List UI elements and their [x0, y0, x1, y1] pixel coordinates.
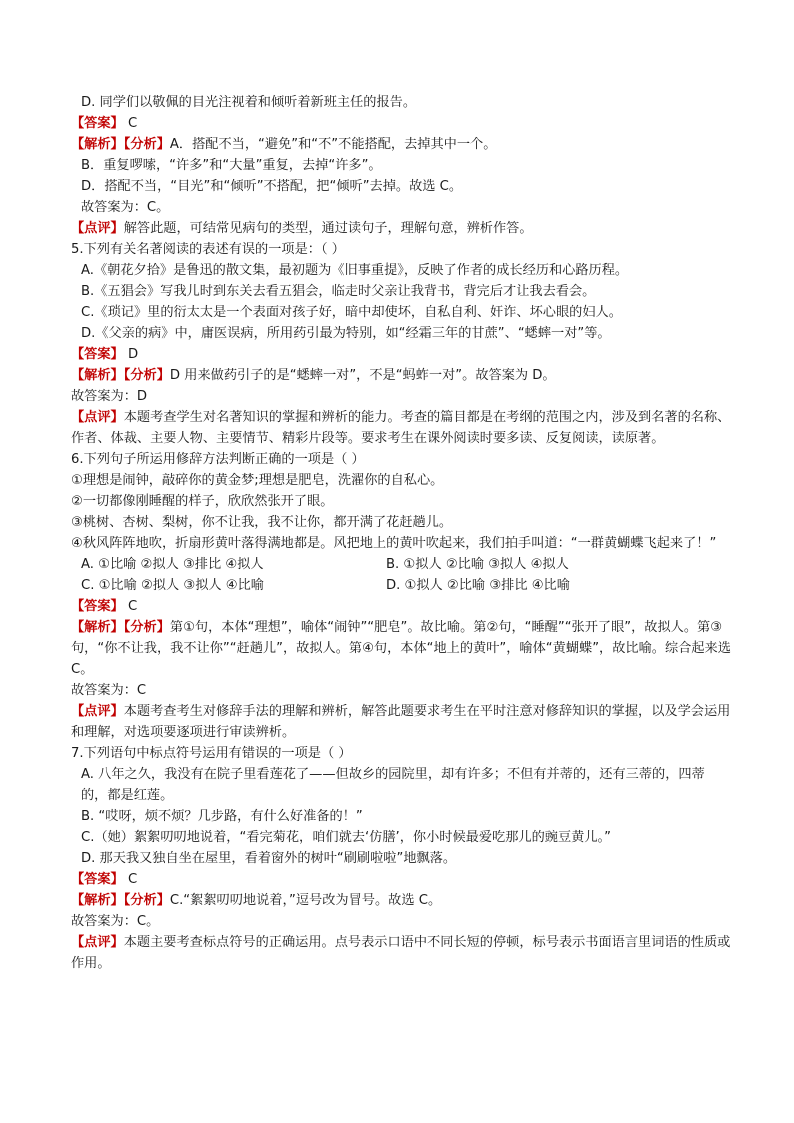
- q6-answer: C: [127, 599, 138, 614]
- q5-analysis-line: [71, 365, 731, 386]
- q4-analysis-a: A．搭配不当，“避免”和“不”不能搭配，去掉其中一个。: [169, 137, 497, 152]
- q6-sentence-1: ①理想是闹钟，敲碎你的黄金梦;理想是肥皂，洗濯你的自私心。: [71, 473, 444, 488]
- q6-options-row-2: [71, 575, 731, 596]
- q6-sentence-2: ②一切都像刚睡醒的样子，欣欣然张开了眼。: [71, 494, 334, 509]
- q4-comment-line: [71, 218, 731, 239]
- q5-answer-line: [71, 344, 731, 365]
- q6-options-row-1: [71, 554, 731, 575]
- q4-final: 故答案为：C。: [81, 200, 170, 215]
- q7-stem: 7.下列语句中标点符号运用有错误的一项是（ ）: [71, 746, 352, 761]
- q7-answer-line: [71, 869, 731, 890]
- q6-answer-line: [71, 596, 731, 617]
- comment-label: 【点评】: [71, 410, 124, 425]
- answer-label: 【答案】: [71, 116, 124, 131]
- q6-final: 故答案为：C: [71, 683, 147, 698]
- q7-option-b: B. “哎呀，烦不烦？几步路，有什么好准备的！”: [81, 809, 363, 824]
- q4-answer-line: [71, 113, 731, 134]
- analysis-label: 【解析】【分析】: [71, 893, 170, 908]
- q6-option-b: B. ①拟人 ②比喻 ③拟人 ④拟人: [386, 557, 569, 572]
- q6-option-a: A. ①比喻 ②拟人 ③排比 ④拟人: [81, 557, 264, 572]
- q6-sentence-3: ③桃树、杏树、梨树，你不让我，我不让你，都开满了花赶趟儿。: [71, 515, 453, 530]
- q5-answer: D: [127, 347, 139, 362]
- q6-stem: 6.下列句子所运用修辞方法判断正确的一项是（ ）: [71, 452, 365, 467]
- q6-sentence-4: ④秋风阵阵地吹，折扇形黄叶落得满地都是。风把地上的黄叶吹起来，我们拍手叫道：“一群黄蝴蝶飞起来了！”: [71, 536, 717, 551]
- q7-final: 故答案为：C。: [71, 914, 160, 929]
- comment-label: 【点评】: [71, 221, 124, 236]
- q7-answer: C: [127, 872, 138, 887]
- q7-analysis-line: [71, 890, 731, 911]
- q5-comment: 本题考查学生对名著知识的掌握和辨析的能力。考查的篇目都是在考纲的范围之内，涉及到名著的名称、作者、体裁、主要人物、主要情节、精彩片段等。要求考生在课外阅读时要多读、反复阅读，读原著。: [71, 410, 731, 446]
- q5-option-c: C.《琐记》里的衍太太是一个表面对孩子好，暗中却使坏，自私自利、奸诈、坏心眼的妇人。: [81, 305, 622, 320]
- q5-option-d: D.《父亲的病》中，庸医误病，所用药引最为特别，如“经霜三年的甘蔗”、“蟋蟀一对”等。: [81, 326, 611, 341]
- q7-option-d: D. 那天我又独自坐在屋里，看着窗外的树叶“刷刷啦啦”地飘落。: [81, 851, 457, 866]
- q6-analysis-line: [71, 617, 731, 680]
- q4-option-d: D. 同学们以敬佩的目光注视着和倾听着新班主任的报告。: [81, 95, 417, 110]
- q7-option-a: A. 八年之久，我没有在院子里看莲花了——但故乡的园院里，却有许多；不但有并蒂的，还有三蒂的，四蒂的，都是红莲。: [81, 767, 705, 803]
- analysis-label: 【解析】【分析】: [71, 368, 170, 383]
- q6-option-c: C. ①比喻 ②拟人 ③拟人 ④比喻: [81, 578, 264, 593]
- analysis-label: 【解析】【分析】: [71, 620, 170, 635]
- q6-comment-line: [71, 701, 731, 743]
- comment-label: 【点评】: [71, 935, 124, 950]
- q4-analysis-b: B．重复啰嗦，“许多”和“大量”重复，去掉“许多”。: [81, 158, 382, 173]
- document-page: [71, 92, 731, 974]
- q5-option-b: B.《五猖会》写我儿时到东关去看五猖会，临走时父亲让我背书，背完后才让我去看会。: [81, 284, 596, 299]
- answer-label: 【答案】: [71, 599, 124, 614]
- q7-analysis: C.“絮絮叨叨地说着，”逗号改为冒号。故选 C。: [169, 893, 442, 908]
- q5-stem: 5.下列有关名著阅读的表述有误的一项是：（ ）: [71, 242, 345, 257]
- q4-answer: C: [127, 116, 138, 131]
- q5-comment-line: [71, 407, 731, 449]
- q7-comment: 本题主要考查标点符号的正确运用。点号表示口语中不同长短的停顿，标号表示书面语言里词语的性质或作用。: [71, 935, 731, 971]
- q7-option-c: C.（她）絮絮叨叨地说着，“看完菊花，咱们就去‘仿膳’，你小时候最爱吃那儿的豌豆黄儿。”: [81, 830, 611, 845]
- answer-label: 【答案】: [71, 347, 124, 362]
- q5-final: 故答案为：D: [71, 389, 148, 404]
- q6-analysis: 第①句，本体“理想”，喻体“闹钟”“肥皂”。故比喻。第②句，“睡醒”“张开了眼”，故拟人。第③句，“你不让我，我不让你”“赶趟儿”，故拟人。第④句，本体“地上的黄叶”，喻体“黄蝴蝶”，故比喻。综合起来选 C。: [71, 620, 731, 677]
- q4-comment: 解答此题，可结常见病句的类型，通过读句子，理解句意，辨析作答。: [123, 221, 533, 236]
- q5-option-a: A.《朝花夕拾》是鲁迅的散文集，最初题为《旧事重提》，反映了作者的成长经历和心路历程。: [81, 263, 629, 278]
- q4-analysis-d: D．搭配不当，“目光”和“倾听”不搭配，把“倾听”去掉。故选 C。: [81, 179, 463, 194]
- q7-comment-line: [71, 932, 731, 974]
- q6-comment: 本题考查考生对修辞手法的理解和辨析，解答此题要求考生在平时注意对修辞知识的掌握，以及学会运用和理解，对选项要逐项进行审读辨析。: [71, 704, 731, 740]
- comment-label: 【点评】: [71, 704, 124, 719]
- q5-analysis: D 用来做药引子的是“蟋蟀一对”，不是“蚂蚱一对”。故答案为 D。: [169, 368, 556, 383]
- answer-label: 【答案】: [71, 872, 124, 887]
- analysis-label: 【解析】【分析】: [71, 137, 170, 152]
- q6-option-d: D. ①拟人 ②比喻 ③排比 ④比喻: [386, 578, 570, 593]
- q4-analysis-line: [71, 134, 731, 155]
